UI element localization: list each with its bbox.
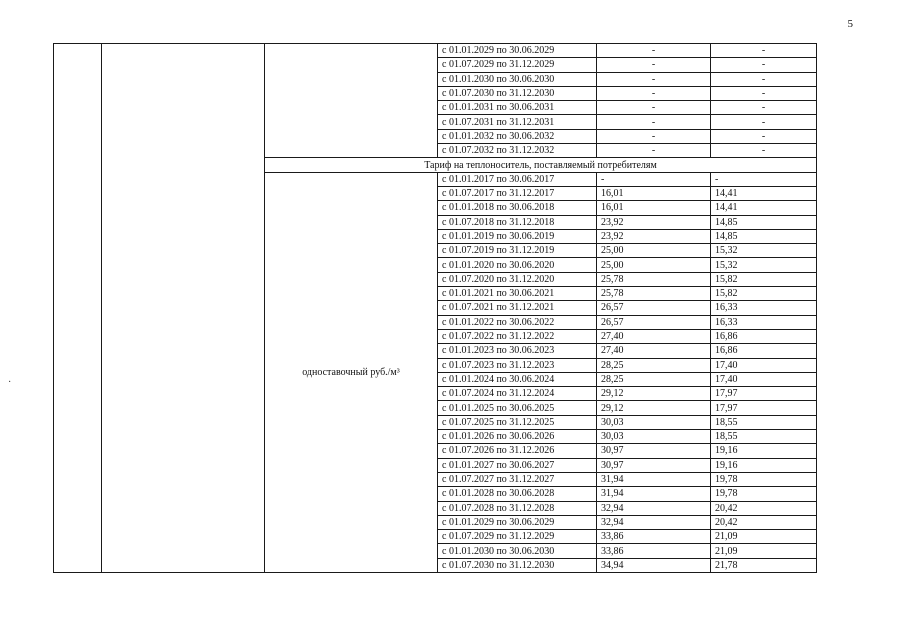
period-cell: с 01.07.2018 по 31.12.2018 — [438, 215, 597, 229]
period-cell: с 01.07.2019 по 31.12.2019 — [438, 244, 597, 258]
period-cell: с 01.01.2030 по 30.06.2030 — [438, 72, 597, 86]
period-cell: с 01.01.2029 по 30.06.2029 — [438, 44, 597, 58]
value-cell: 15,32 — [711, 244, 817, 258]
period-cell: с 01.07.2032 по 31.12.2032 — [438, 144, 597, 158]
tariff-type-label: одноставочный руб./м³ — [265, 172, 438, 572]
value-cell: - — [597, 172, 711, 186]
period-cell: с 01.07.2021 по 31.12.2021 — [438, 301, 597, 315]
value-cell: - — [711, 58, 817, 72]
value-cell: - — [711, 129, 817, 143]
blank-cell — [265, 44, 438, 158]
period-cell: с 01.07.2022 по 31.12.2022 — [438, 329, 597, 343]
value-cell: 19,78 — [711, 472, 817, 486]
period-cell: с 01.07.2030 по 31.12.2030 — [438, 86, 597, 100]
value-cell: 16,86 — [711, 329, 817, 343]
value-cell: 25,78 — [597, 272, 711, 286]
table-row — [54, 44, 817, 58]
period-cell: с 01.01.2025 по 30.06.2025 — [438, 401, 597, 415]
value-cell: - — [597, 86, 711, 100]
period-cell: с 01.07.2028 по 31.12.2028 — [438, 501, 597, 515]
period-cell: с 01.01.2031 по 30.06.2031 — [438, 101, 597, 115]
value-cell: 20,42 — [711, 515, 817, 529]
value-cell: 21,09 — [711, 544, 817, 558]
value-cell: 20,42 — [711, 501, 817, 515]
period-cell: с 01.07.2029 по 31.12.2029 — [438, 58, 597, 72]
value-cell: 28,25 — [597, 372, 711, 386]
value-cell: - — [711, 172, 817, 186]
value-cell: - — [597, 72, 711, 86]
value-cell: 25,78 — [597, 287, 711, 301]
period-cell: с 01.07.2026 по 31.12.2026 — [438, 444, 597, 458]
value-cell: - — [597, 101, 711, 115]
value-cell: - — [597, 58, 711, 72]
value-cell: 14,85 — [711, 215, 817, 229]
value-cell: 21,78 — [711, 558, 817, 572]
value-cell: 26,57 — [597, 315, 711, 329]
value-cell: 16,33 — [711, 315, 817, 329]
value-cell: - — [597, 115, 711, 129]
period-cell: с 01.01.2030 по 30.06.2030 — [438, 544, 597, 558]
value-cell: 19,16 — [711, 444, 817, 458]
value-cell: 26,57 — [597, 301, 711, 315]
value-cell: - — [711, 86, 817, 100]
period-cell: с 01.07.2027 по 31.12.2027 — [438, 472, 597, 486]
value-cell: 32,94 — [597, 515, 711, 529]
value-cell: 17,40 — [711, 372, 817, 386]
section-title: Тариф на теплоноситель, поставляемый потребителям — [265, 158, 817, 172]
value-cell: 18,55 — [711, 430, 817, 444]
period-cell: с 01.01.2027 по 30.06.2027 — [438, 458, 597, 472]
value-cell: - — [711, 72, 817, 86]
period-cell: с 01.01.2019 по 30.06.2019 — [438, 229, 597, 243]
value-cell: 30,03 — [597, 430, 711, 444]
period-cell: с 01.07.2024 по 31.12.2024 — [438, 387, 597, 401]
value-cell: 30,97 — [597, 444, 711, 458]
value-cell: 33,86 — [597, 544, 711, 558]
value-cell: 16,01 — [597, 186, 711, 200]
value-cell: 32,94 — [597, 501, 711, 515]
value-cell: 17,40 — [711, 358, 817, 372]
value-cell: 17,97 — [711, 387, 817, 401]
period-cell: с 01.01.2026 по 30.06.2026 — [438, 430, 597, 444]
value-cell: 30,03 — [597, 415, 711, 429]
value-cell: 25,00 — [597, 244, 711, 258]
page-number: 5 — [847, 18, 853, 30]
value-cell: 15,82 — [711, 287, 817, 301]
value-cell: 19,78 — [711, 487, 817, 501]
tariff-table-body — [54, 44, 817, 573]
period-cell: с 01.01.2020 по 30.06.2020 — [438, 258, 597, 272]
period-cell: с 01.01.2017 по 30.06.2017 — [438, 172, 597, 186]
period-cell: с 01.01.2022 по 30.06.2022 — [438, 315, 597, 329]
period-cell: с 01.01.2029 по 30.06.2029 — [438, 515, 597, 529]
value-cell: 15,32 — [711, 258, 817, 272]
value-cell: - — [711, 101, 817, 115]
value-cell: 28,25 — [597, 358, 711, 372]
period-cell: с 01.07.2023 по 31.12.2023 — [438, 358, 597, 372]
period-cell: с 01.07.2020 по 31.12.2020 — [438, 272, 597, 286]
value-cell: 29,12 — [597, 387, 711, 401]
period-cell: с 01.07.2029 по 31.12.2029 — [438, 530, 597, 544]
period-cell: с 01.01.2024 по 30.06.2024 — [438, 372, 597, 386]
value-cell: 23,92 — [597, 229, 711, 243]
period-cell: с 01.01.2023 по 30.06.2023 — [438, 344, 597, 358]
value-cell: 33,86 — [597, 530, 711, 544]
period-cell: с 01.07.2017 по 31.12.2017 — [438, 186, 597, 200]
category-cell — [54, 44, 102, 573]
value-cell: - — [597, 144, 711, 158]
period-cell: с 01.07.2025 по 31.12.2025 — [438, 415, 597, 429]
period-cell: с 01.01.2032 по 30.06.2032 — [438, 129, 597, 143]
value-cell: 31,94 — [597, 472, 711, 486]
value-cell: 16,86 — [711, 344, 817, 358]
value-cell: 14,85 — [711, 229, 817, 243]
value-cell: 15,82 — [711, 272, 817, 286]
value-cell: 31,94 — [597, 487, 711, 501]
value-cell: 25,00 — [597, 258, 711, 272]
value-cell: 14,41 — [711, 201, 817, 215]
value-cell: 16,33 — [711, 301, 817, 315]
value-cell: 23,92 — [597, 215, 711, 229]
value-cell: - — [711, 144, 817, 158]
value-cell: - — [597, 44, 711, 58]
value-cell: 16,01 — [597, 201, 711, 215]
value-cell: 34,94 — [597, 558, 711, 572]
value-cell: - — [597, 129, 711, 143]
value-cell: 17,97 — [711, 401, 817, 415]
value-cell: 29,12 — [597, 401, 711, 415]
value-cell: 30,97 — [597, 458, 711, 472]
period-cell: с 01.01.2028 по 30.06.2028 — [438, 487, 597, 501]
value-cell: - — [711, 44, 817, 58]
value-cell: 27,40 — [597, 344, 711, 358]
period-cell: с 01.07.2030 по 31.12.2030 — [438, 558, 597, 572]
value-cell: 18,55 — [711, 415, 817, 429]
value-cell: - — [711, 115, 817, 129]
value-cell: 21,09 — [711, 530, 817, 544]
blank-cell — [102, 44, 265, 573]
period-cell: с 01.07.2031 по 31.12.2031 — [438, 115, 597, 129]
period-cell: с 01.01.2018 по 30.06.2018 — [438, 201, 597, 215]
tariff-table — [53, 43, 817, 573]
value-cell: 19,16 — [711, 458, 817, 472]
value-cell: 27,40 — [597, 329, 711, 343]
stray-mark: · — [8, 377, 12, 388]
value-cell: 14,41 — [711, 186, 817, 200]
period-cell: с 01.01.2021 по 30.06.2021 — [438, 287, 597, 301]
